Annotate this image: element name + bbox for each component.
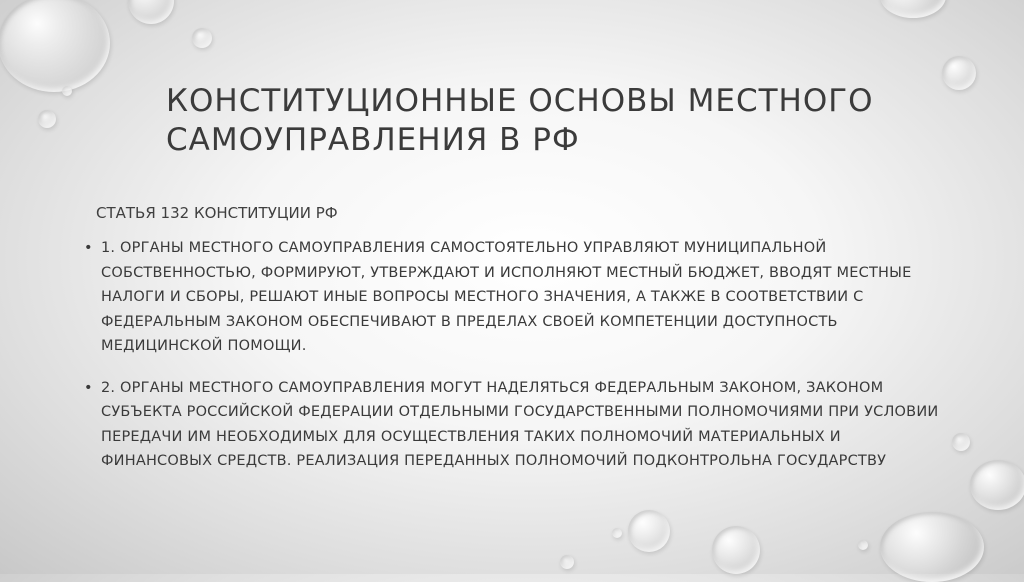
bullet-icon: •	[84, 240, 93, 256]
water-drop-decoration	[952, 433, 970, 451]
water-drop-decoration	[0, 0, 110, 92]
bullet-list	[84, 236, 944, 491]
water-drop-decoration	[62, 86, 72, 96]
water-drop-decoration	[192, 28, 212, 48]
list-item	[84, 376, 944, 474]
slide-subtitle: СТАТЬЯ 132 КОНСТИТУЦИИ РФ	[96, 204, 338, 222]
water-drop-decoration	[628, 510, 670, 552]
water-drop-decoration	[942, 56, 976, 90]
water-drop-decoration	[38, 110, 56, 128]
water-drop-decoration	[128, 0, 174, 24]
water-drop-decoration	[880, 0, 946, 18]
water-drop-decoration	[560, 555, 574, 569]
bullet-icon: •	[84, 379, 93, 396]
water-drop-decoration	[880, 512, 984, 582]
water-drop-decoration	[712, 526, 760, 574]
water-drop-decoration	[858, 540, 868, 550]
slide-title: КОНСТИТУЦИОННЫЕ ОСНОВЫ МЕСТНОГО САМОУПРАВЛЕНИЯ В РФ	[166, 83, 874, 158]
list-item	[84, 236, 944, 359]
list-item-text: 1. ОРГАНЫ МЕСТНОГО САМОУПРАВЛЕНИЯ САМОСТОЯТЕЛЬНО УПРАВЛЯЮТ МУНИЦИПАЛЬНОЙ СОБСТВЕННОСТЬЮ, ФОРМИРУЮТ, УТВЕРЖДАЮТ И ИСПОЛНЯЮТ МЕСТНЫЙ БЮДЖЕТ, ВВОДЯТ МЕСТНЫЕ НАЛОГИ И СБОРЫ, РЕШАЮТ ИНЫЕ ВОПРОСЫ МЕСТНОГО ЗНАЧЕНИЯ, А ТАКЖЕ В СООТВЕТСТВИИ С ФЕДЕРАЛЬНЫМ ЗАКОНОМ ОБЕСПЕЧИВАЮТ В ПРЕДЕЛАХ СВОЕЙ КОМПЕТЕНЦИИ ДОСТУПНОСТЬ МЕДИЦИНСКОЙ ПОМОЩИ.	[101, 240, 912, 354]
water-drop-decoration	[970, 460, 1024, 510]
list-item-text: 2. ОРГАНЫ МЕСТНОГО САМОУПРАВЛЕНИЯ МОГУТ НАДЕЛЯТЬСЯ ФЕДЕРАЛЬНЫМ ЗАКОНОМ, ЗАКОНОМ СУБЪЕКТА РОССИЙСКОЙ ФЕДЕРАЦИИ ОТДЕЛЬНЫМИ ГОСУДАРСТВЕННЫМИ ПОЛНОМОЧИЯМИ ПРИ УСЛОВИИ ПЕРЕДАЧИ ИМ НЕОБХОДИМЫХ ДЛЯ ОСУЩЕСТВЛЕНИЯ ТАКИХ ПОЛНОМОЧИЙ МАТЕРИАЛЬНЫХ И ФИНАНСОВЫХ СРЕДСТВ. РЕАЛИЗАЦИЯ ПЕРЕДАННЫХ ПОЛНОМОЧИЙ ПОДКОНТРОЛЬНА ГОСУДАРСТВУ	[101, 379, 939, 469]
water-drop-decoration	[612, 528, 622, 538]
